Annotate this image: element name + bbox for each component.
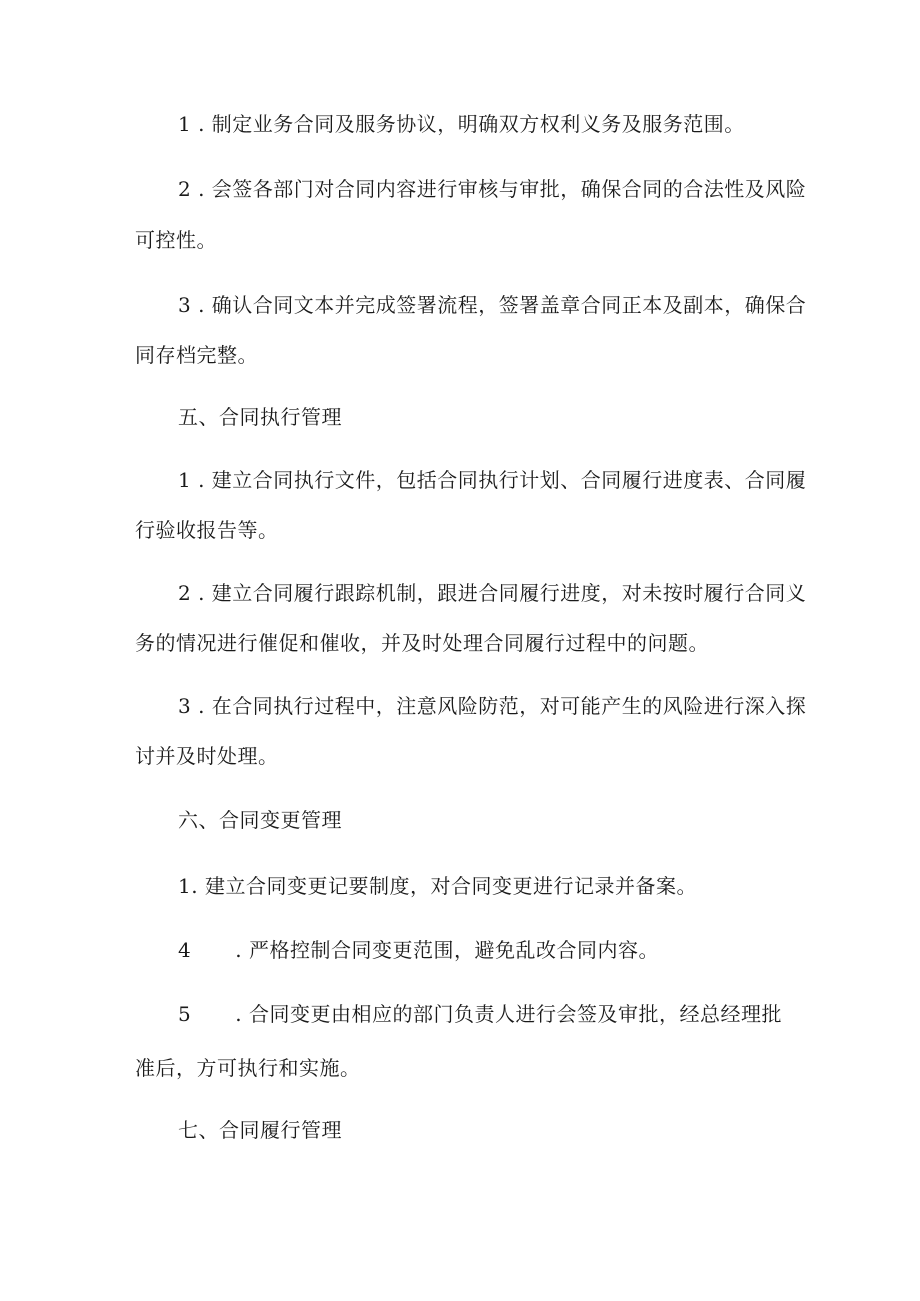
paragraph-line <box>178 1002 782 1026</box>
item-text: . 严格控制合同变更范围，避免乱改合同内容。 <box>235 938 659 962</box>
paragraph-line <box>178 938 659 962</box>
section-heading: 七、合同履行管理 <box>178 1118 342 1142</box>
paragraph-line: 3 . 在合同执行过程中，注意风险防范，对可能产生的风险进行深入探 <box>178 694 807 718</box>
paragraph-line: 讨并及时处理。 <box>135 744 279 768</box>
item-number: 4 <box>178 938 192 962</box>
paragraph-line: 1 . 建立合同执行文件，包括合同执行计划、合同履行进度表、合同履 <box>178 468 807 492</box>
paragraph-line: 准后，方可执行和实施。 <box>135 1056 361 1080</box>
paragraph-line: 同存档完整。 <box>135 343 258 367</box>
paragraph-line: 行验收报告等。 <box>135 518 279 542</box>
section-heading: 六、合同变更管理 <box>178 808 342 832</box>
paragraph-line: 2 . 建立合同履行跟踪机制，跟进合同履行进度，对未按时履行合同义 <box>178 581 807 605</box>
section-heading: 五、合同执行管理 <box>178 405 342 429</box>
paragraph-line: 2 . 会签各部门对合同内容进行审核与审批，确保合同的合法性及风险 <box>178 177 807 201</box>
paragraph-line: 务的情况进行催促和催收，并及时处理合同履行过程中的问题。 <box>135 631 709 655</box>
paragraph-line: 1 . 制定业务合同及服务协议，明确双方权利义务及服务范围。 <box>178 112 745 136</box>
item-number: 5 <box>178 1002 192 1026</box>
paragraph-line: 可控性。 <box>135 228 217 252</box>
paragraph-line: 3 . 确认合同文本并完成签署流程，签署盖章合同正本及副本，确保合 <box>178 293 807 317</box>
paragraph-line: 1. 建立合同变更记要制度，对合同变更进行记录并备案。 <box>178 874 697 898</box>
item-text: . 合同变更由相应的部门负责人进行会签及审批，经总经理批 <box>235 1002 782 1026</box>
